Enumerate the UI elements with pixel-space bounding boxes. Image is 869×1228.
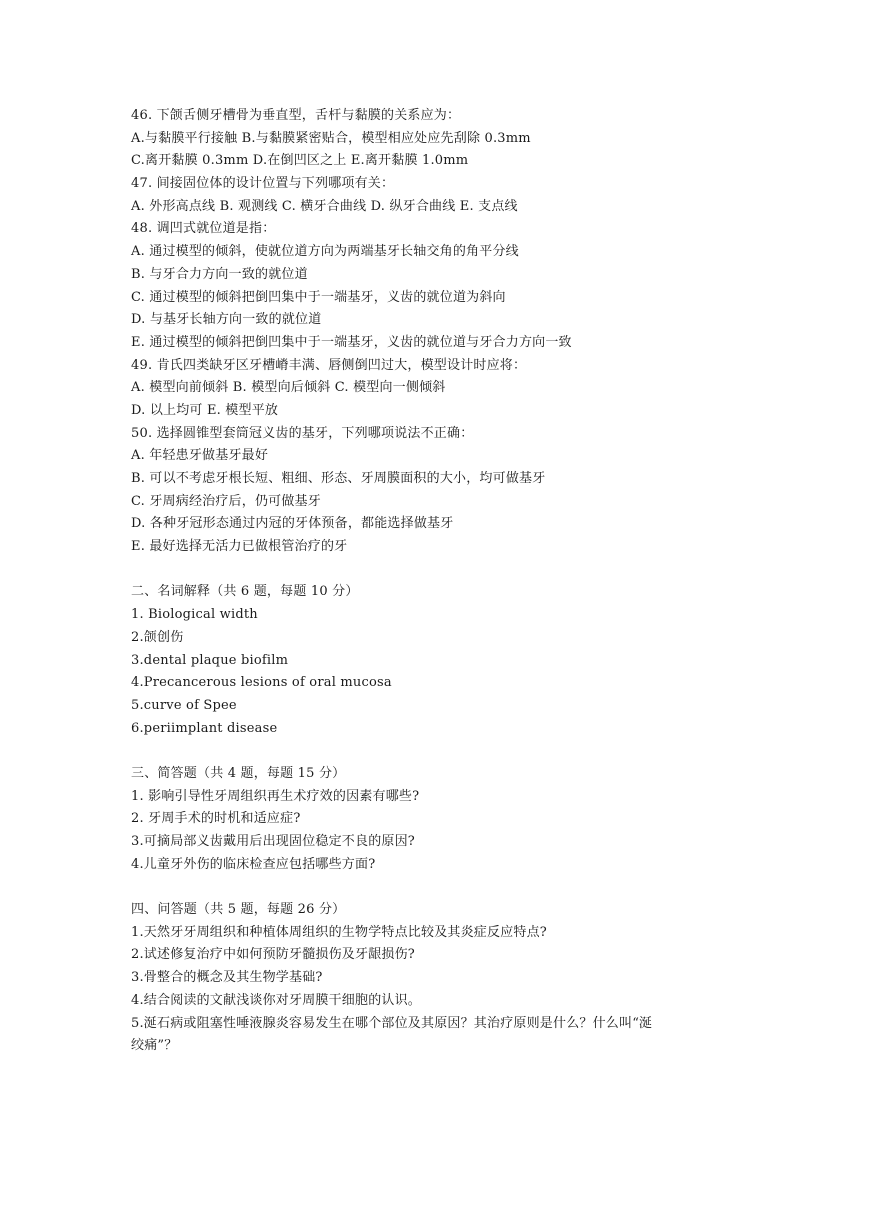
- text-line: C. 牙周病经治疗后，仍可做基牙: [131, 493, 321, 509]
- text-line: 1. Biological width: [131, 607, 258, 623]
- text-line: 四、问答题（共 5 题，每题 26 分）: [131, 902, 346, 918]
- text-line: 50. 选择圆锥型套筒冠义齿的基牙，下列哪项说法不正确：: [131, 425, 474, 441]
- text-line: 3.dental plaque biofilm: [131, 652, 289, 668]
- text-line: 6.periimplant disease: [131, 720, 278, 736]
- text-line: 4.儿童牙外伤的临床检查应包括哪些方面?: [131, 856, 376, 872]
- text-line: 2.颌创伤: [131, 629, 184, 645]
- text-line: 48. 调凹式就位道是指：: [131, 221, 276, 237]
- text-line: 47. 间接固位体的设计位置与下列哪项有关：: [131, 176, 395, 192]
- text-line: 3.骨整合的概念及其生物学基础?: [131, 970, 323, 986]
- text-line: 2.试述修复治疗中如何预防牙髓损伤及牙龈损伤?: [131, 947, 415, 963]
- text-line: C.离开黏膜 0.3mm D.在倒凹区之上 E.离开黏膜 1.0mm: [131, 153, 469, 169]
- text-line: D. 以上均可 E. 模型平放: [131, 402, 279, 418]
- text-line: B. 可以不考虑牙根长短、粗细、形态、牙周膜面积的大小，均可做基牙: [131, 471, 546, 486]
- text-line: 二、名词解释（共 6 题，每题 10 分）: [131, 584, 359, 600]
- text-line: 1.天然牙牙周组织和种植体周组织的生物学特点比较及其炎症反应特点?: [131, 924, 547, 940]
- text-line: 绞痛”？: [131, 1038, 178, 1054]
- text-line: D. 与基牙长轴方向一致的就位道: [131, 312, 322, 328]
- text-line: A. 年轻患牙做基牙最好: [131, 448, 269, 464]
- text-line: 4.Precancerous lesions of oral mucosa: [131, 675, 392, 691]
- text-line: C. 通过模型的倾斜把倒凹集中于一端基牙，义齿的就位道为斜向: [131, 289, 506, 305]
- text-line: 5.涎石病或阻塞性唾液腺炎容易发生在哪个部位及其原因？其治疗原则是什么？什么叫“涎: [131, 1015, 653, 1031]
- text-line: A. 通过模型的倾斜，使就位道方向为两端基牙长轴交角的角平分线: [131, 244, 519, 260]
- text-line: 46. 下颌舌侧牙槽骨为垂直型，舌杆与黏膜的关系应为：: [131, 108, 461, 123]
- text-line: E. 通过模型的倾斜把倒凹集中于一端基牙，义齿的就位道与牙合力方向一致: [131, 334, 572, 350]
- text-line: 3.可摘局部义齿戴用后出现固位稳定不良的原因?: [131, 834, 415, 849]
- text-line: 1. 影响引导性牙周组织再生术疗效的因素有哪些?: [131, 788, 420, 804]
- text-line: B. 与牙合力方向一致的就位道: [131, 266, 308, 282]
- text-line: 2. 牙周手术的时机和适应症?: [131, 811, 301, 827]
- paragraph-gap: [131, 876, 751, 899]
- text-line: D. 各种牙冠形态通过内冠的牙体预备，都能选择做基牙: [131, 516, 454, 532]
- text-line: A. 模型向前倾斜 B. 模型向后倾斜 C. 模型向一侧倾斜: [131, 380, 446, 396]
- text-line: 4.结合阅读的文献浅谈你对牙周膜干细胞的认识。: [131, 992, 422, 1008]
- text-line: 49. 肯氏四类缺牙区牙槽嵴丰满、唇侧倒凹过大，模型设计时应将：: [131, 357, 527, 373]
- paragraph-gap: [131, 559, 751, 582]
- text-line: 5.curve of Spee: [131, 697, 237, 713]
- text-line: 三、简答题（共 4 题，每题 15 分）: [131, 765, 346, 781]
- document-page: [131, 105, 751, 1058]
- paragraph-gap: [131, 740, 751, 763]
- text-line: A.与黏膜平行接触 B.与黏膜紧密贴合，模型相应处应先刮除 0.3mm: [131, 130, 531, 146]
- text-line: E. 最好选择无活力已做根管治疗的牙: [131, 539, 348, 555]
- text-line: A. 外形高点线 B. 观测线 C. 横牙合曲线 D. 纵牙合曲线 E. 支点线: [131, 198, 518, 214]
